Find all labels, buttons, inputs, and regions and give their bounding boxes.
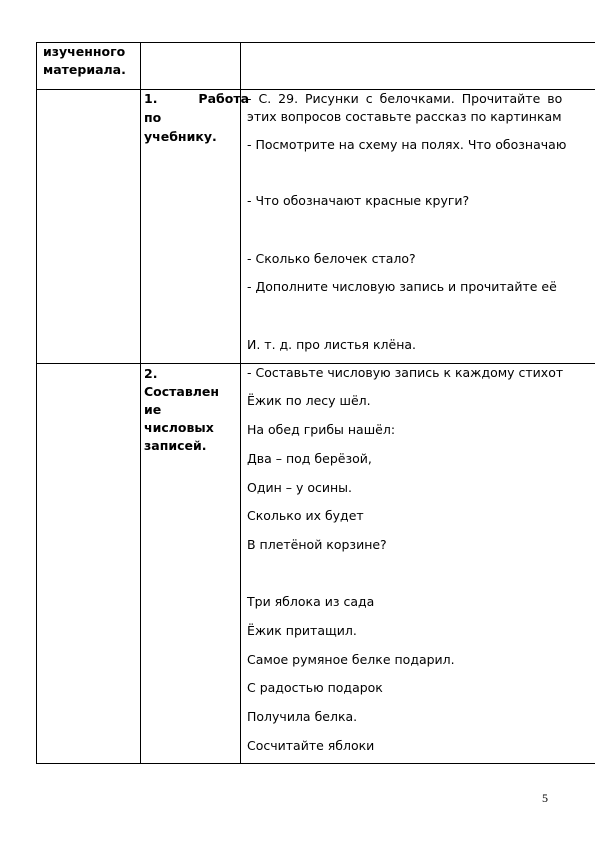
poem-line: Один – у осины. xyxy=(247,480,353,495)
poem-line: Ёжик притащил. xyxy=(247,623,357,638)
poem-line: Ёжик по лесу шёл. xyxy=(247,393,371,408)
content-line: - Что обозначают красные круги? xyxy=(247,193,470,208)
poem-line: С радостью подарок xyxy=(247,680,383,695)
poem-line: На обед грибы нашёл: xyxy=(247,422,396,437)
content-line: И. т. д. про листья клёна. xyxy=(247,337,417,352)
stage-label-line: материала. xyxy=(43,62,126,77)
step-title-word: Работа xyxy=(198,91,249,106)
poem-line: Сколько их будет xyxy=(247,508,364,523)
poem-line: Сосчитайте яблоки xyxy=(247,738,375,753)
table-bottom-border xyxy=(36,763,595,764)
poem-line: Получила белка. xyxy=(247,709,358,724)
column-divider xyxy=(140,42,141,764)
lesson-plan-table xyxy=(36,42,595,764)
step-title-line: учебнику. xyxy=(144,129,217,144)
table-left-border xyxy=(36,42,37,764)
poem-line: Самое румяное белке подарил. xyxy=(247,652,455,667)
step-title-line: Составлен xyxy=(144,384,220,399)
content-line: этих вопросов составьте рассказ по картинкам xyxy=(247,109,562,124)
content-line: - Дополните числовую запись и прочитайте её xyxy=(247,279,557,294)
step-title-line: числовых xyxy=(144,420,214,435)
step-title-line: по xyxy=(144,110,162,125)
step-number-heading xyxy=(144,90,249,108)
content-line: - Составьте числовую запись к каждому стихот xyxy=(247,365,564,380)
content-line: - Посмотрите на схему на полях. Что обозначаю xyxy=(247,137,567,152)
content-line: - С. 29. Рисунки с белочками. Прочитайте во xyxy=(247,91,563,106)
step-number: 2. xyxy=(144,366,158,381)
step-title-line: записей. xyxy=(144,438,207,453)
step-number: 1. xyxy=(144,91,158,106)
content-line: - Сколько белочек стало? xyxy=(247,251,416,266)
poem-line: Два – под берёзой, xyxy=(247,451,372,466)
stage-label-line: изученного xyxy=(43,44,126,59)
poem-line: В плетёной корзине? xyxy=(247,537,387,552)
poem-line: Три яблока из сада xyxy=(247,594,375,609)
page-number: 5 xyxy=(542,791,548,805)
step-title-line: ие xyxy=(144,402,162,417)
column-divider xyxy=(240,42,241,764)
